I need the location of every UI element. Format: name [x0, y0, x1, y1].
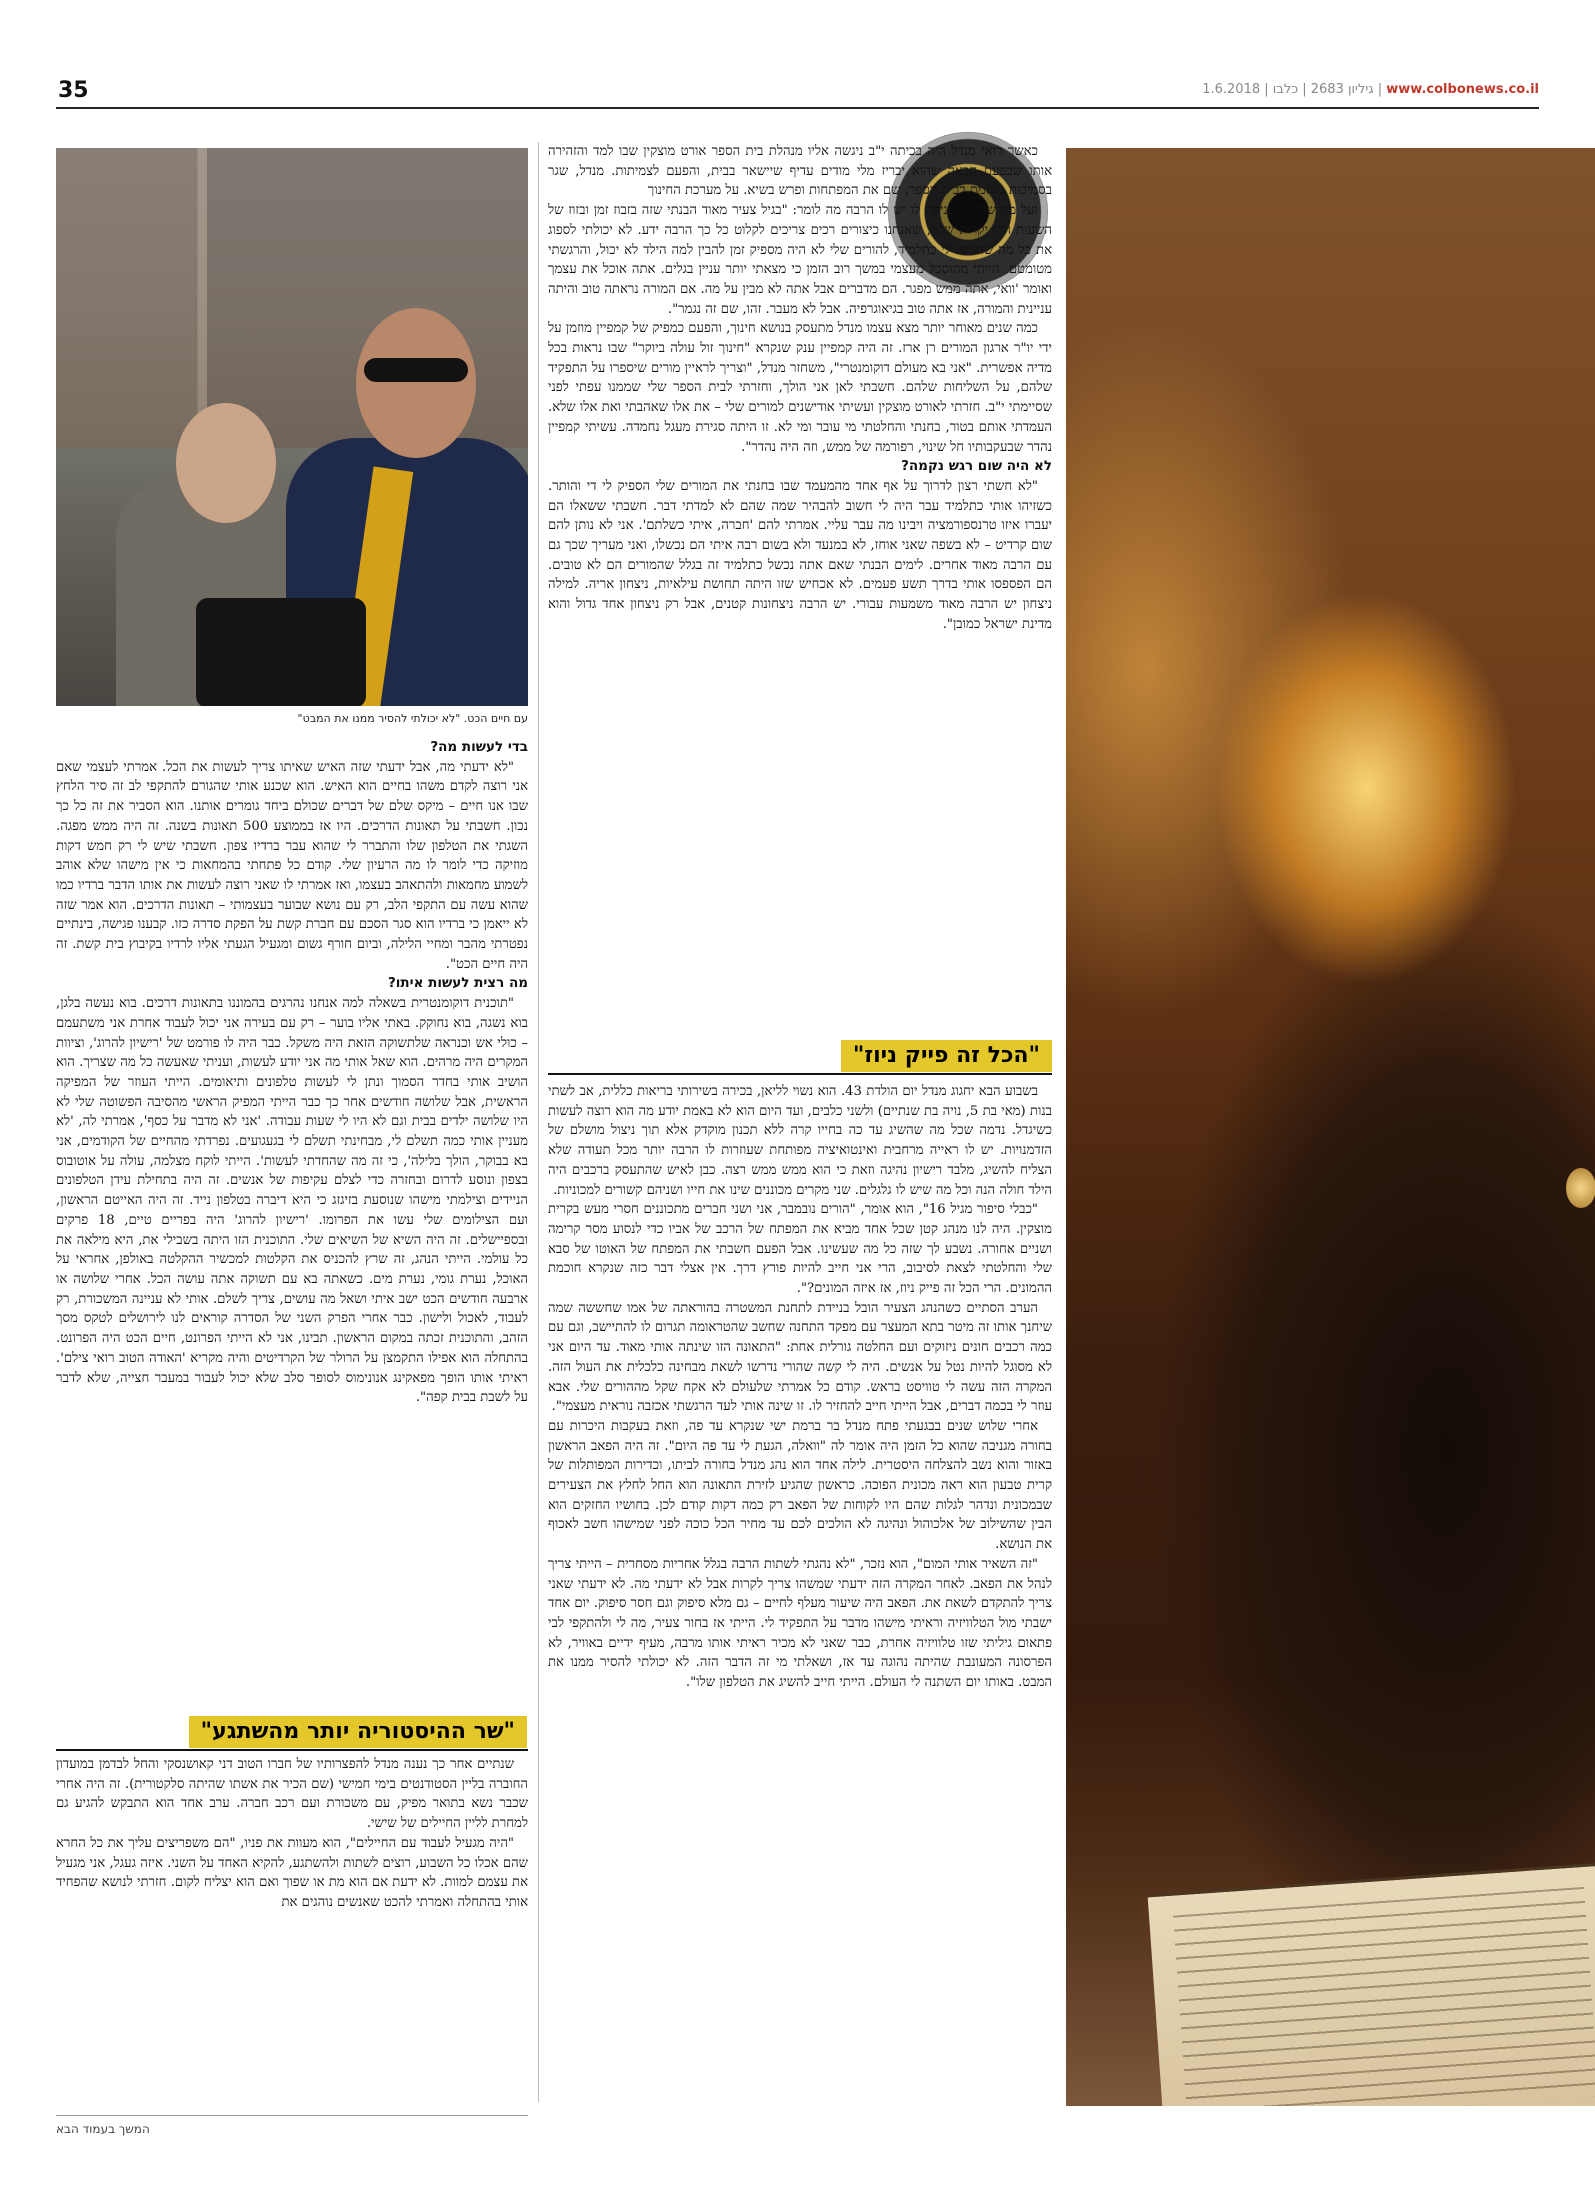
- photo-button-highlight: [1566, 1168, 1595, 1208]
- interview-photo: [56, 148, 528, 706]
- article-column-middle: [548, 142, 1052, 635]
- footer-rule: [56, 2115, 528, 2116]
- paragraph: "לא חשתי רצון לדרוך על אף אחד מהמעמד שבו בחנתי את המורים שלי הספיק לי די והותר. כשזיהו אותי כתלמיד עבר היה לי חשוב להבהיר שמה שהם לא למדתי דבר. חשבתי ששאלו הם יעברו איזו טרנספורמציה ויבינו מה עבר עליי. אמרתי להם 'חברה, איתי כשלתם'. אני לא נותן להם שום קרדיט – לא בשפה שאני אוחז, לא במנעד ולא בשום רבה איתי הם נכשלו, ואני מעריך שכך גם עם הרבה מאוד אחרים. לימים הבנתי שאם אתה נכשל כתלמיד זה בגלל שהמורים הם לא טובים. הם הפספסו אותי בדרך תשע פעמים. לא אכחיש שזו היתה תחושת עילאיות, ניצחון אריה. למילה ניצחון יש הרבה מאוד משמעות עבורי. יש הרבה ניצחונות קטנים, אבל רק ניצחון אחד גדול והוא מדינת ישראל כמובן".: [548, 478, 1052, 632]
- photo-open-book: [1147, 1862, 1595, 2106]
- photo-sunglasses: [364, 358, 468, 382]
- column-divider: [538, 142, 539, 2102]
- section-headline: "שר ההיסטוריה יותר מהשתגע": [189, 1716, 527, 1748]
- paragraph: "לא ידעתי מה, אבל ידעתי שזה האיש שאיתו צריך לעשות את הכל. אמרתי לעצמי שאם אני רוצה לקדם משהו בחיים הוא האיש. הוא שכנע אותי שהגורם להתקפי לב זה סיר הלחץ שבו אנו חיים – מיקס שלם של דברים שכולם ביחד גומרים אותנו. הוא הסביר את זה כל כך נכון. חשבתי על תאונות הדרכים. היו אז בממוצע 500 תאונות בשנה. זה היה ממש מפגה. השגתי את הטלפון שלו והתברר לי שהוא עבר ברדיו צפון. חשבתי שיש לי רק חמש דקות מוזיקה כדי לומר לו מה הרעיון שלי. קודם כל פתחתי בהמחאות כי אין מישהו שלא אוהב לשמוע מחמאות ולהתאהב בעצמו, ואז אמרתי לו שאני רוצה לעשות את אותו הדבר ברדיו כמו שהוא עשה עם התקפי הלב, רק עם נושא שבוער בעצמותי – תאונות הדרכים. הוא אמר שזה לא ייאמן כי ברדיו הוא סגר הסכם עם חברת קשת על הפקת סדרה כזו. קבענו פגישה, בינתיים נפטרתי מהבר ומחיי הלילה, וביום חורף גשום ומגעיל הגעתי אליו לרדיו בקיבוץ בית קשת. זה היה חיים הכט".: [56, 759, 528, 972]
- paragraph: "זה השאיר אותי המום", הוא נזכר, "לא נהגתי לשתות הרבה בגלל אחריות מסחרית – הייתי צריך לנהל את הפאב. לאחר המקרה הזה ידעתי שמשהו צריך לקרות אבל לא ידעתי מה. לא ידעתי שאני צריך להתקדם לשאת את. הפאב היה שיעור מעלף לחיים – גם מלא סיפוק וגם חסר סיפוק. יום אחד ישבתי מול הטלוויזיה וראיתי מישהו מדבר על התפקיד לי. הייתי אז בחור צעיר, מה לי ולהתקפי לבי פתאום גיליתי שזו טלוויזיה אחרת, כבר שאני לא מכיר ראיתי אותו מרבה, מעיף ידיים באוויר, לא הפרסונה המעונבת שהיתה נהוגה עד אז, ושאלתי מי זה הדבר הזה. לא יכולתי להסיר ממנו את המבט. באותו יום השתנה לי העולם. הייתי חייב להשיג את הטלפון שלו".: [548, 1556, 1052, 1691]
- page-number: 35: [58, 78, 89, 103]
- section-headline: "הכל זה פייק ניוז": [841, 1040, 1052, 1072]
- question-heading: לא היה שום רגש נקמה?: [901, 458, 1052, 475]
- question-heading: בדי לעשות מה?: [430, 739, 528, 755]
- paragraph: בשבוע הבא יחגוג מנדל יום הולדת 43. הוא נשוי לליאן, בכירה בשירותי בריאות כללית, אב לשתי בנות (מאי בת 5, נויה בת שנתיים) ולשני כלבים, ועד היום הוא לא באמת יודע מה הוא רוצה לעשות כשיגדל. נדמה שכל מה שהשיג עד כה בחייו קרה ללא תכנון מוקדק אלא תוך ניצול מושלם של הזדמנויות. יש לו ראייה מרחבית ואינטואיציה מפותחת שעוזרות לו הרבה יותר מכל תעודה שלא הצליח להשיג, מלבד רישיון נהיגה וזאת כי הוא ממש ממש רצה. כבן לאיש שהתעסק ברכבים היה הילד חולה הנה וכל מה שיש לו גלגלים. שני מקרים מכוננים שינו את חייו ושניהם קשורים למכוניות.: [548, 1084, 1052, 1198]
- issue-number: גיליון 2683: [1310, 82, 1374, 97]
- question-heading: מה רצית לעשות איתו?: [387, 975, 528, 992]
- paragraph: כאשר רואי מנדל היה בכיתה י"ב ניגשה אליו מנהלת בית הספר אורט מוצקין שבו למד והזהירה אותו שבפעם הבאה שהוא יבריז מלי מודים עדיף שיישאר בבית, והפעם לצמיתות. מנדל, שגר בסמיכות מוגזמת לבית הספר, שם את המפתחות ופרש בשיא. על מערכת החינוך: [548, 144, 1052, 199]
- paragraph: "היה מגעיל לעבוד עם החיילים", הוא מעוות את פניו, "הם משפריצים עליך את כל החרא שהם אכלו כל השבוע, רוצים לשתות ולהשתגע, להקיא האחד על השני. איזה געגל, אני מגעיל את עצמם למוות. לא ידעת אם הוא מת או שפוך ואם הוא יצליח לקום. חזרתי לנושא שהפחיד אותי בהתחלה ואמרתי להכט שאנשים נוהגים את: [56, 1835, 528, 1910]
- site-link[interactable]: www.colbonews.co.il: [1386, 82, 1539, 97]
- photo-man-right-head: [356, 308, 476, 458]
- photo-caption: עם חיים הכט. "לא יכולתי להסיר ממנו את המבט": [297, 712, 528, 725]
- paragraph: שנתיים אחר כך נענה מנדל להפצרותיו של חברו הטוב דני קאושנסקי והחל לבדמן במועדון החוברה בליין הסטודנטים בימי חמישי (שם הכיר את אשתו שהיתה סלקטורית). זה היה אחרי שכבר נשא בתואר מפיק, עם משכורת ועם רכב חברה. ערב אחד הוא התבקש להגיע גם למחרת לליין החיילים של שישי.: [56, 1757, 528, 1832]
- header-rule: [56, 107, 1539, 109]
- photo-bag: [196, 598, 366, 706]
- paragraph: "כבלי סיפור מגיל 16", הוא אומר, "הורים נובמבר, אני ושני חברים מתכוננים חסרי מעש בקרית מוצקין. היה לנו מנהג קטן שכל אחד מביא את המפתח של הרכב של אביו כדי לנסוע מסר קרימה ושניים אחורה. נשבע לך שזה כל מה שעשינו. אבל הפעם חשבתי את המפתח של האוטו של סבא שלי והחלטתי לצאת לסיבוב, הרי אני חייב להיות פורץ דרך. אין אצלי דבר כזה שנקרא חוכמת ההמונים. הרי הכל זה פייק ניוז, אז איזה המונים?".: [548, 1202, 1052, 1297]
- paragraph: ועל מה שהיא העניקה לו יש לו הרבה מה לומר: "בגיל צעיר מאוד הבנתי שזה בזבוז זמן ובזוז של השעות הכי יקרות שלנו, שאנחנו כיצורים רכים צריכים לקלוט כל כך הרבה ידע. לא יכולתי לספוג את כל מה שהגישו לי כתלמיד, להורים שלי לא היה מספיק זמן להבין למה הילד לא יכול, והרגשתי מטומטם. הייתי מתוסכל מעצמי במשך רוב הזמן כי מצאתי יותר עניין בגלים. אתה אוכל את עצמך ואומר 'וואי, אתה ממש מפגר. הם מדברים אבל אתה לא מבין על מה. אם המורה נראתה טוב והיתה עניינית והמורה, אז אתה טוב בגיאוגרפיה. אבל לא מעבר. זהו, שם זה נגמר".: [548, 203, 1052, 317]
- paragraph: אחרי שלוש שנים בבגעתי פתח מנדל בר ברמת ישי שנקרא עד פה, וזאת בעקבות היכרות עם בחורה מגניבה שהוא כל הזמן היה אומר לה "וואלה, הגעת לי עד פה היום". זה היה הפאב הראשון באזור והוא נשב להצלחה היסטרית. לילה אחד הוא נהג מנדל בחורה לביתו, וכדירות המפותלות של קרית טבעון הוא ראה מכונית הפוכה. כראשון שהגיע לזירת התאונה הוא החל לחלץ את הצעירים שבמכונית ונדהר לגלות שהם היו לקוחות של הפאב רק כמה דקות קודם לכן. בחושיו החזקים הוא הבין שהשילוב של אלכוהול ונהיגה לא הולכים לכם עד מחיר הכל כוכה לפני שמישהו חשב לאכוף את הנושא.: [548, 1418, 1052, 1553]
- headline-rule: [56, 1749, 528, 1751]
- article-column-left: [56, 738, 528, 1408]
- page-header: [56, 78, 1539, 108]
- continued-note: המשך בעמוד הבא: [56, 2122, 150, 2136]
- paragraph: הערב הסתיים כשהנהג הצעיר הובל בניידת לתחנת המשטרה בהוראתה של אמו שחששה שמה שיחנך אותו זה מיטר בתא המעצר עם מפקד התחנה שחשב שהטראומה תגרום לו להתיישב, וגם עם כמה רכבים חונים ניזוקים ועם החלטה גורלית אחת: "התאונה הזו שינתה אותי מאוד. עד היום אני לא מסוגל להיות נטל על אנשים. היה לי קשה שהורי נדרשו לשאת מבחינה כלכלית את העול הזה. המקרה הזה עשה לי טוויסט בראש. קודם כל אמרתי שלעולם לא אקח שקל מההורים שלי. אבא עוזר לי בכמה דברים, אבל הייתי חייב להחזיר לו. זו שינה אותי לעד הרגשתי אכזבה נוראית מעצמי".: [548, 1300, 1052, 1415]
- headline-rule: [548, 1073, 1052, 1075]
- paragraph: כמה שנים מאוחר יותר מצא עצמו מנדל מתעסק בנושא חינוך, והפעם כמפיק של קמפיין מוזמן על ידי יו"ר ארגון המורים רן ארז. זה היה קמפיין ענק שנקרא "חינוך זול עולה ביוקר" שבו נראות בכל מדיה אפשרית. "אני בא מעולם דוקומנטרי", משחזר מנדל, "וצריך לראיין מורים שיספרו על התפקיד שלהם, על השליחות שלהם. חשבתי לאן אני הולך, וחזרתי לבית הספר שלי שממנו עפתי לפני שסיימתי י"ב. חזרתי לאורט מוצקין ועשיתי אודישנים למורים שלי – את אלו שאהבתי ואת אלו שלא. העמדתי אותם בטור, בחנתי והחלטתי מי עובר ומי לא. זו היתה סגירת מעגל נחמדה. עשיתי קמפיין נהדר שבעקבותיו חל שינוי, רפורמה של ממש, וזה היה נהדר".: [548, 321, 1052, 455]
- issue-date: 1.6.2018: [1202, 82, 1261, 97]
- article-column-left-continued: [56, 1755, 528, 1913]
- header-meta: 1.6.2018 | גיליון 2683 | כלבו | www.colbonews.co.il: [1202, 82, 1539, 97]
- article-column-middle-continued: [548, 1082, 1052, 1693]
- paragraph: "תוכנית דוקומנטרית בשאלה למה אנחנו נהרגים בהמוננו בתאונות דרכים. בוא נעשה בלגן, בוא נשגה, בוא נחוקק. באתי אליו בוער – רק עם בעירה אני יכול לעבוד אחרת אני משתעמם – כולי אש וכנראה שלתשוקה הזאת היה משקל. כבר היה לו פורמט של 'רישיון להרוג', וציוות המקרים היה מרהים. הוא שאל אותי מה אני יודע לעשות, ועניתי שאעשה כל מה שצריך. הוא הושיב אותי בחדר הסמוך ונתן לי לעשות טלפונים ותיאומים. הייתי העוזר של המפיקה הראשית, אבל שלושה חודשים אחר כך כבר הייתי המפיק הראשי מהסיבה הפשוטה שלי לא היו שלושה ילדים בבית וגם לא היו לי שעות עבודה. 'אני לא מדבר על כסף', אמרתי לה, 'לא מעניין אותי כמה תשלם לי, מבחינתי תשלם לי בגעגועים. נפרדתי מהחיים של הקודמים, אני בא בבוקר, הולך בלילה', כי זה מה שהחדתי לעשות'. הייתי לוקח מצלמה, עולה על אוטובוס בצפון ונוסע לדרום ובחזרה כדי לצלם עקיפות של אנשים. זה היה בתחילת עידן הטלפונים הניידים וצילמתי מישהו שנוסעת בזיגזג כי היא דיברה בטלפון נייד. זה היה האייטם הראשון, ועם הצילומים שלי עשו את הפרומו. 'רישיון להרוג' היה בפריים טיים, 18 פרקים ובספיישלים. זה היה השיא של השיאים שלי. התוכנית הזו היתה בשבילי את, היא מילאה את כל עולמי. הייתי הנהג, זה שרץ להכניס את הקלטות למכשיר ההקלטה באולפן, אחראי על האוכל, נערת גומי, נערת מים. כשאתה בא עם תשוקה אתה עושה הכל. אחרי שלושה או ארבעה חודשים הכט ישב איתי ושאל מה עושים, צריך לשלם. אותי לא עניינה המשכורת, רק לעבוד, לאכול ולישון. כבר אחרי הפרק השני של הסדרה קוראים לנו לירושלים לטקס מסך הזהב, והתוכנית זכתה במקום הראשון. תבינו, אני לא הייתי הפרונט, חיים הכט היה הפרונט. בהתחלה הוא אפילו התקמצן על הרולר של הקרדיטים והיה מקריא 'האודה הטוב רואי צילם'. ראיתי אותו הופך מפאקינג אנונימוס לסופר סלב שלא יכול לעבור במעבר חצייה, שלא לדבר על לשבת בבית קפה".: [56, 996, 528, 1406]
- feature-photo: [1066, 148, 1595, 2106]
- brand-name: כלבו: [1272, 82, 1299, 97]
- photo-man-left-head: [176, 403, 276, 523]
